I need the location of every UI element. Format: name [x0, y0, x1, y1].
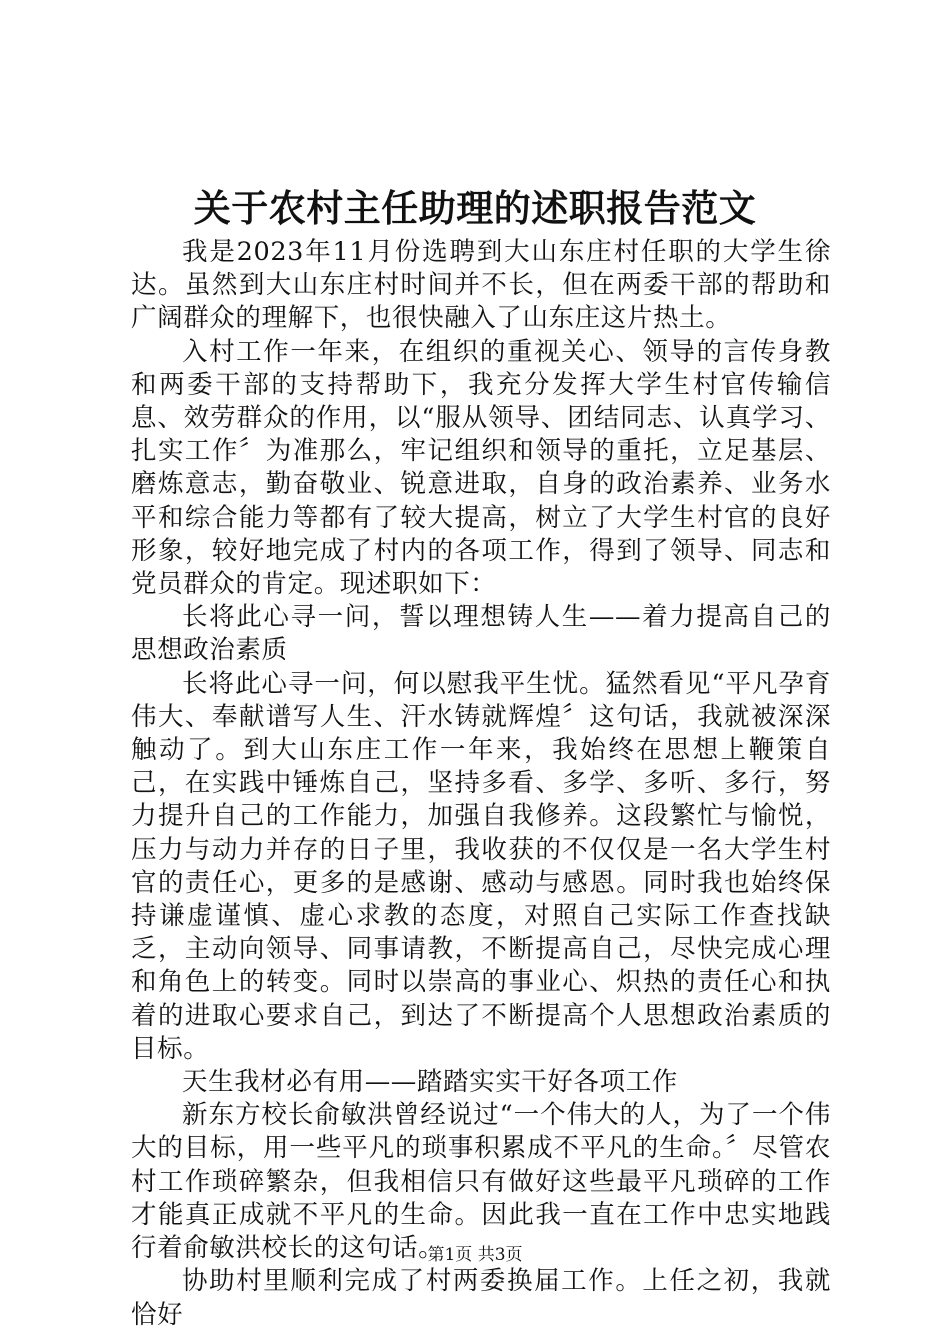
paragraph-intro: 我是2023年11月份选聘到大山东庄村任职的大学生徐达。虽然到大山东庄村时间并不长，但在两委干部的帮助和广阔群众的理解下，也很快融入了山东庄这片热土。: [131, 237, 831, 334]
document-title: 关于农村主任助理的述职报告范文: [193, 186, 757, 230]
paragraph-election: 协助村里顺利完成了村两委换届工作。上任之初，我就恰好: [131, 1266, 831, 1330]
paragraph-political: 长将此心寻一问，何以慰我平生忧。猛然看见“平凡孕育伟大、奉献谱写人生、汗水铸就辉煌〞这句话，我就被深深触动了。到大山东庄工作一年来，我始终在思想上鞭策自己，在实践中锤炼自己，坚持多看、多学、多听、多行，努力提升自己的工作能力，加强自我修养。这段繁忙与愉悦，压力与动力并存的日子里，我收获的不仅仅是一名大学生村官的责任心，更多的是感谢、感动与感恩。同时我也始终保持谦虚谨慎、虚心求教的态度，对照自己实际工作查找缺乏，主动向领导、同事请教，不断提高自己，尽快完成心理和角色上的转变。同时以崇高的事业心、炽热的责任心和执着的进取心要求自己，到达了不断提高个人思想政治素质的目标。: [131, 668, 831, 1064]
paragraph-overview: 入村工作一年来，在组织的重视关心、领导的言传身教和两委干部的支持帮助下，我充分发挥大学生村官传输信息、效劳群众的作用，以“服从领导、团结同志、认真学习、扎实工作〞为准那么，牢记组织和领导的重托，立足基层、磨炼意志，勤奋敬业、锐意进取，自身的政治素养、业务水平和综合能力等都有了较大提高，树立了大学生村官的良好形象，较好地完成了村内的各项工作，得到了领导、同志和党员群众的肯定。现述职如下：: [131, 336, 831, 600]
document-body: [131, 236, 831, 1332]
page-number-footer: 第1页 共3页: [427, 1245, 523, 1265]
section-heading-work: 天生我材必有用——踏踏实实干好各项工作: [182, 1067, 678, 1098]
paragraph-quote: 新东方校长俞敏洪曾经说过“一个伟大的人，为了一个伟大的目标，用一些平凡的琐事积累成不平凡的生命。〞尽管农村工作琐碎繁杂，但我相信只有做好这些最平凡琐碎的工作才能真正成就不平凡的生命。因此我一直在工作中忠实地践行着俞敏洪校长的这句话。: [131, 1100, 831, 1264]
section-heading-political: 长将此心寻一问，誓以理想铸人生——着力提高自己的思想政治素质: [131, 602, 831, 666]
